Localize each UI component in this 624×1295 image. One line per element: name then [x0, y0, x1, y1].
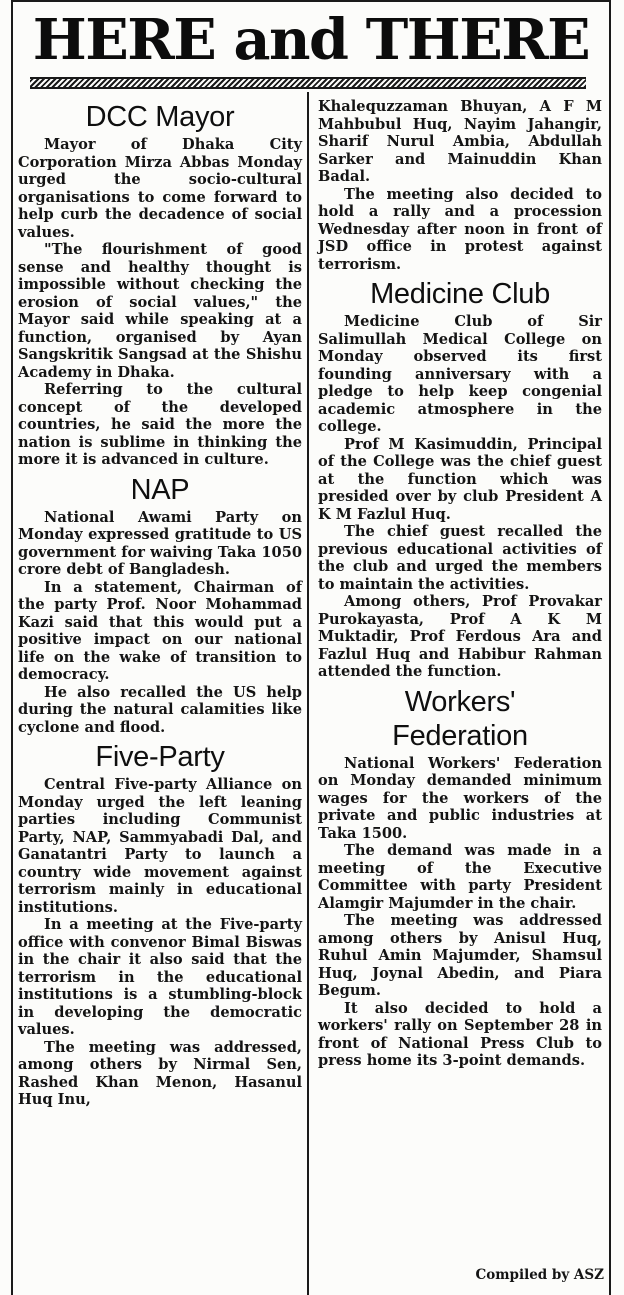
article-heading: DCC Mayor — [85, 101, 235, 133]
article-paragraph: In a meeting at the Five-party office with convenor Bimal Biswas in the chair it also said that the terrorism in the educational institutions is a stumbling-block in developing the democratic values. — [18, 916, 302, 1038]
article-five-party-continued — [318, 98, 602, 273]
article-workers-federation — [318, 685, 602, 1070]
article-paragraph: Khalequzzaman Bhuyan, A F M Mahbubul Huq, Nayim Jahangir, Sharif Nurul Ambia, Abdullah Sarker and Mainuddin Khan Badal. — [318, 98, 602, 185]
article-paragraph: Among others, Prof Provakar Purokayasta, Prof A K M Muktadir, Prof Ferdous Ara and Fazlul Huq and Habibur Rahman attended the function. — [318, 593, 602, 680]
center-column-rule — [307, 92, 309, 1295]
article-paragraph: He also recalled the US help during the natural calamities like cyclone and flood. — [18, 683, 302, 736]
article-dcc-mayor — [18, 100, 302, 469]
heading-line: Workers' — [404, 685, 516, 718]
article-paragraph: The meeting was addressed, among others by Nirmal Sen, Rashed Khan Menon, Hasanul Huq Inu, — [18, 1038, 302, 1108]
compiled-by-credit: Compiled by ASZ — [475, 1267, 604, 1283]
article-paragraph: Medicine Club of Sir Salimullah Medical College on Monday observed its first founding anniversary with a pledge to help keep congenial academic atmosphere in the college. — [318, 313, 602, 435]
article-paragraph: Prof M Kasimuddin, Principal of the College was the chief guest at the function which was presided over by club President A K M Fazlul Huq. — [318, 435, 602, 523]
article-paragraph: Referring to the cultural concept of the developed countries, he said the more the nation is sublime in thinking the more it is advanced in culture. — [18, 381, 302, 468]
right-column-rule — [609, 0, 611, 1295]
left-column-rule — [11, 0, 13, 1295]
article-five-party — [18, 740, 302, 1109]
article-heading: Five-Party — [95, 741, 225, 773]
masthead-title: HERE and THERE — [32, 7, 590, 73]
heading-line: Federation — [392, 719, 528, 752]
article-paragraph: "The flourishment of good sense and healthy thought is impossible without checking the erosion of social values," the Mayor said while speaking at a function, organised by Ayan Sangskritik Sangsad at the Shishu Academy in Dhaka. — [18, 241, 302, 381]
article-medicine-club — [318, 277, 602, 681]
top-rule — [11, 0, 611, 2]
right-column — [318, 98, 602, 1070]
article-paragraph: The chief guest recalled the previous educational activities of the club and urged the members to maintain the activities. — [318, 523, 602, 593]
article-paragraph: National Workers' Federation on Monday demanded minimum wages for the workers of the private and public industries at Taka 1500. — [318, 754, 602, 842]
article-paragraph: The meeting also decided to hold a rally and a procession Wednesday after noon in front of JSD office in protest against terrorism. — [318, 185, 602, 273]
masthead-hatch-divider — [30, 77, 586, 89]
article-paragraph: The demand was made in a meeting of the Executive Committee with party President Alamgir Majumder in the chair. — [318, 842, 602, 912]
article-heading: NAP — [130, 473, 190, 506]
article-heading: Medicine Club — [370, 278, 550, 310]
article-heading — [318, 685, 602, 753]
article-paragraph: In a statement, Chairman of the party Prof. Noor Mohammad Kazi said that this would put a positive impact on our national life on the wake of transition to democracy. — [18, 578, 302, 683]
article-paragraph: The meeting was addressed among others by Anisul Huq, Ruhul Amin Majumder, Shamsul Huq, Joynal Abedin, and Piara Begum. — [318, 912, 602, 999]
article-paragraph: Mayor of Dhaka City Corporation Mirza Abbas Monday urged the socio-cultural organisations to come forward to help curb the decadence of social values. — [18, 136, 302, 241]
left-column — [18, 100, 302, 1109]
article-paragraph: Central Five-party Alliance on Monday urged the left leaning parties including Communist Party, NAP, Sammyabadi Dal, and Ganatantri Party to launch a country wide movement against terrorism mainly in educational institutions. — [18, 776, 302, 916]
article-paragraph: National Awami Party on Monday expressed gratitude to US government for waiving Taka 1050 crore debt of Bangladesh. — [18, 508, 302, 578]
article-paragraph: It also decided to hold a workers' rally on September 28 in front of National Press Club to press home its 3-point demands. — [318, 999, 602, 1069]
article-nap — [18, 473, 302, 737]
